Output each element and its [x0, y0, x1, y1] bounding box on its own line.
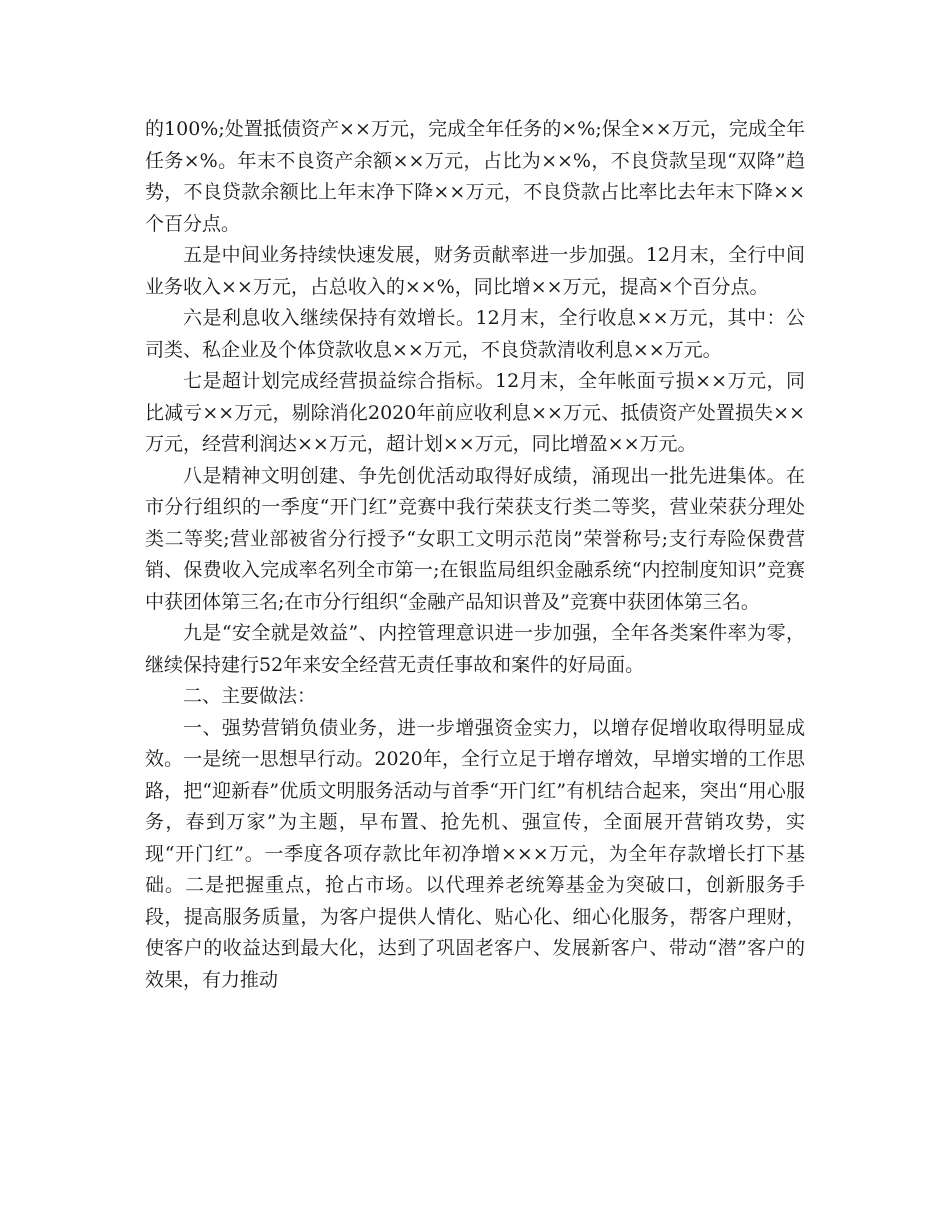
- paragraph-intermediate-business: 五是中间业务持续快速发展，财务贡献率进一步加强。12月末，全行中间业务收入××万元，占总收入的××%，同比增××万元，提高×个百分点。: [145, 244, 805, 298]
- document-body: [145, 114, 805, 996]
- section-heading-main-practices: 二、主要做法：: [183, 685, 317, 707]
- paragraph-profit-loss: 七是超计划完成经营损益综合指标。12月末，全年帐面亏损××万元，同比减亏××万元，剔除消化2020年前应收利息××万元、抵债资产处置损失××万元，经营利润达××万元，超计划××万元，同比增盈××万元。: [145, 370, 805, 455]
- paragraph-interest-income: 六是利息收入继续保持有效增长。12月末，全行收息××万元，其中：公司类、私企业及个体贷款收息××万元，不良贷款清收利息××万元。: [145, 307, 805, 361]
- paragraph-safety-management: 九是“安全就是效益”、内控管理意识进一步加强，全年各类案件率为零，继续保持建行52年来安全经营无责任事故和案件的好局面。: [145, 622, 805, 676]
- paragraph-liability-marketing: 一、强势营销负债业务，进一步增强资金实力，以增存促增收取得明显成效。一是统一思想早行动。2020年，全行立足于增存增效，早增实增的工作思路，把“迎新春”优质文明服务活动与首季“开门红”有机结合起来，突出“用心服务，春到万家”为主题，早布置、抢先机、强宣传，全面展开营销攻势，实现“开门红”。一季度各项存款比年初净增×××万元，为全年存款增长打下基础。二是把握重点，抢占市场。以代理养老统筹基金为突破口，创新服务手段，提高服务质量，为客户提供人情化、贴心化、细心化服务，帮客户理财，使客户的收益达到最大化，达到了巩固老客户、发展新客户、带动“潜”客户的效果，有力推动: [145, 716, 805, 991]
- paragraph-civilization-awards: 八是精神文明创建、争先创优活动取得好成绩，涌现出一批先进集体。在市分行组织的一季度“开门红”竞赛中我行荣获支行类二等奖，营业荣获分理处类二等奖;营业部被省分行授予“女职工文明示范岗”荣誉称号;支行寿险保费营销、保费收入完成率名列全市第一;在银监局组织金融系统“内控制度知识”竞赛中获团体第三名;在市分行组织“金融产品知识普及”竞赛中获团体第三名。: [145, 464, 805, 613]
- paragraph-nonperforming-assets: 的100%;处置抵债资产××万元，完成全年任务的×%;保全××万元，完成全年任务×%。年末不良资产余额××万元，占比为××%，不良贷款呈现“双降”趋势，不良贷款余额比上年末净下降××万元，不良贷款占比率比去年末下降××个百分点。: [145, 118, 805, 235]
